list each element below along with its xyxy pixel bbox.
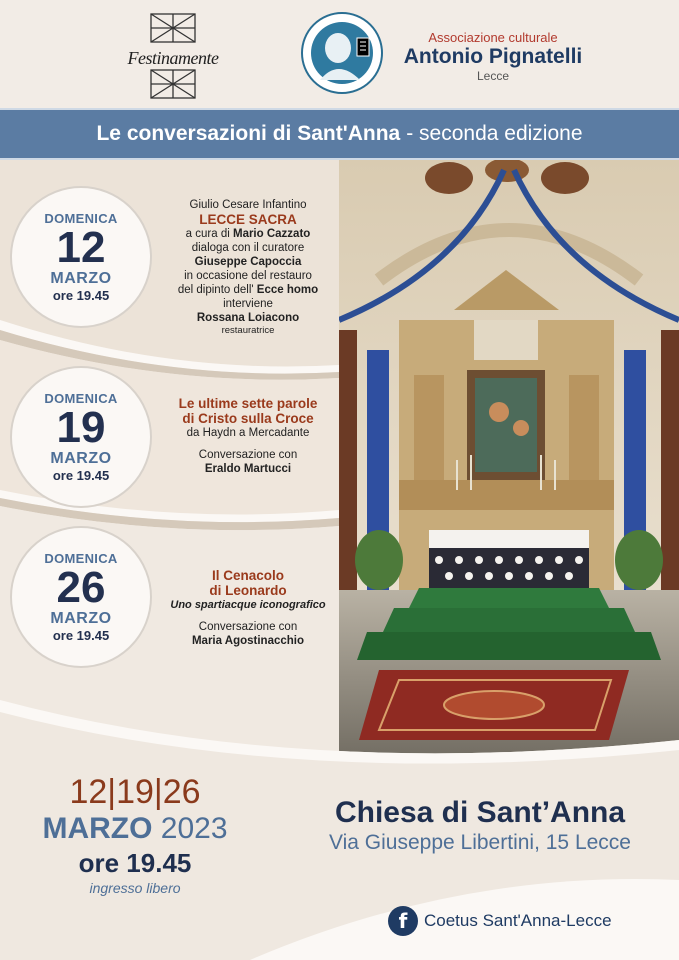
event-day-number: 26 bbox=[56, 563, 106, 612]
event-line: interviene bbox=[223, 298, 273, 310]
event-role: restauratrice bbox=[221, 325, 275, 336]
facebook-icon: f bbox=[388, 906, 418, 936]
title-bar bbox=[0, 108, 679, 160]
festinamente-logo bbox=[118, 10, 228, 102]
event-day-number: 19 bbox=[56, 403, 106, 452]
portrait-seal-icon bbox=[300, 8, 384, 98]
summary-dates: 12|19|26 bbox=[69, 773, 201, 811]
event-2 bbox=[0, 364, 339, 514]
event-description bbox=[158, 198, 338, 336]
event-3 bbox=[0, 524, 339, 674]
event-speaker: Giuseppe Capoccia bbox=[194, 256, 302, 268]
event-time: ore 19.45 bbox=[52, 468, 110, 483]
association-subtitle: Associazione culturale bbox=[428, 30, 558, 45]
event-description bbox=[158, 568, 338, 648]
event-speaker: Maria Agostinacchio bbox=[191, 635, 305, 647]
event-line: da Haydn a Mercadante bbox=[186, 427, 310, 439]
title-main: Le conversazioni di Sant'Anna bbox=[96, 122, 401, 145]
event-day-number: 12 bbox=[56, 223, 106, 272]
event-spacer bbox=[158, 612, 338, 620]
event-weekday: DOMENICA bbox=[44, 551, 118, 566]
event-title: di Leonardo bbox=[209, 583, 287, 598]
festinamente-logo-text: Festinamente bbox=[127, 48, 219, 68]
event-time: ore 19.45 bbox=[52, 628, 110, 643]
event-time: ore 19.45 bbox=[52, 288, 110, 303]
event-description bbox=[158, 396, 338, 476]
association-city: Lecce bbox=[476, 69, 510, 83]
summary-month-year: MARZO 2023 bbox=[42, 812, 228, 845]
event-line: Conversazione con bbox=[198, 621, 298, 633]
venue-address: Via Giuseppe Libertini, 15 Lecce bbox=[329, 831, 631, 854]
facebook-page-name: Coetus Sant'Anna-Lecce bbox=[424, 911, 612, 930]
event-line: dialoga con il curatore bbox=[191, 242, 305, 254]
event-month: MARZO bbox=[50, 450, 112, 467]
event-line: Giulio Cesare Infantino bbox=[189, 199, 307, 211]
entry-note: ingresso libero bbox=[89, 880, 181, 896]
event-spacer bbox=[158, 440, 338, 448]
event-1 bbox=[0, 184, 339, 344]
event-title: di Cristo sulla Croce bbox=[182, 411, 314, 426]
event-date-badge bbox=[10, 186, 152, 328]
event-line: Conversazione con bbox=[198, 449, 298, 461]
header bbox=[0, 0, 679, 108]
facebook-link[interactable] bbox=[388, 906, 612, 936]
event-line: in occasione del restauro bbox=[184, 270, 312, 282]
event-speaker: Rossana Loiacono bbox=[196, 312, 300, 324]
association-name-block bbox=[393, 30, 593, 83]
event-subtitle: Uno spartiacque iconografico bbox=[170, 599, 326, 611]
event-date-badge bbox=[10, 366, 152, 508]
event-date-badge bbox=[10, 526, 152, 668]
dates-summary bbox=[30, 772, 240, 896]
event-month: MARZO bbox=[50, 610, 112, 627]
event-weekday: DOMENICA bbox=[44, 391, 118, 406]
event-line: a cura di Mario Cazzato bbox=[185, 228, 311, 240]
event-title: LECCE SACRA bbox=[199, 212, 297, 227]
venue-block bbox=[300, 796, 660, 856]
event-speaker: Eraldo Martucci bbox=[204, 463, 292, 475]
venue-name: Chiesa di Sant’Anna bbox=[334, 796, 626, 829]
association-name: Antonio Pignatelli bbox=[403, 45, 583, 68]
summary-time: ore 19.45 bbox=[78, 848, 192, 878]
event-title: Le ultime sette parole bbox=[178, 396, 318, 411]
event-title: Il Cenacolo bbox=[211, 568, 284, 583]
title-edition: - seconda edizione bbox=[406, 122, 583, 145]
event-weekday: DOMENICA bbox=[44, 211, 118, 226]
event-month: MARZO bbox=[50, 270, 112, 287]
pignatelli-seal-logo bbox=[300, 8, 384, 98]
event-line: del dipinto dell' Ecce homo bbox=[177, 284, 319, 296]
